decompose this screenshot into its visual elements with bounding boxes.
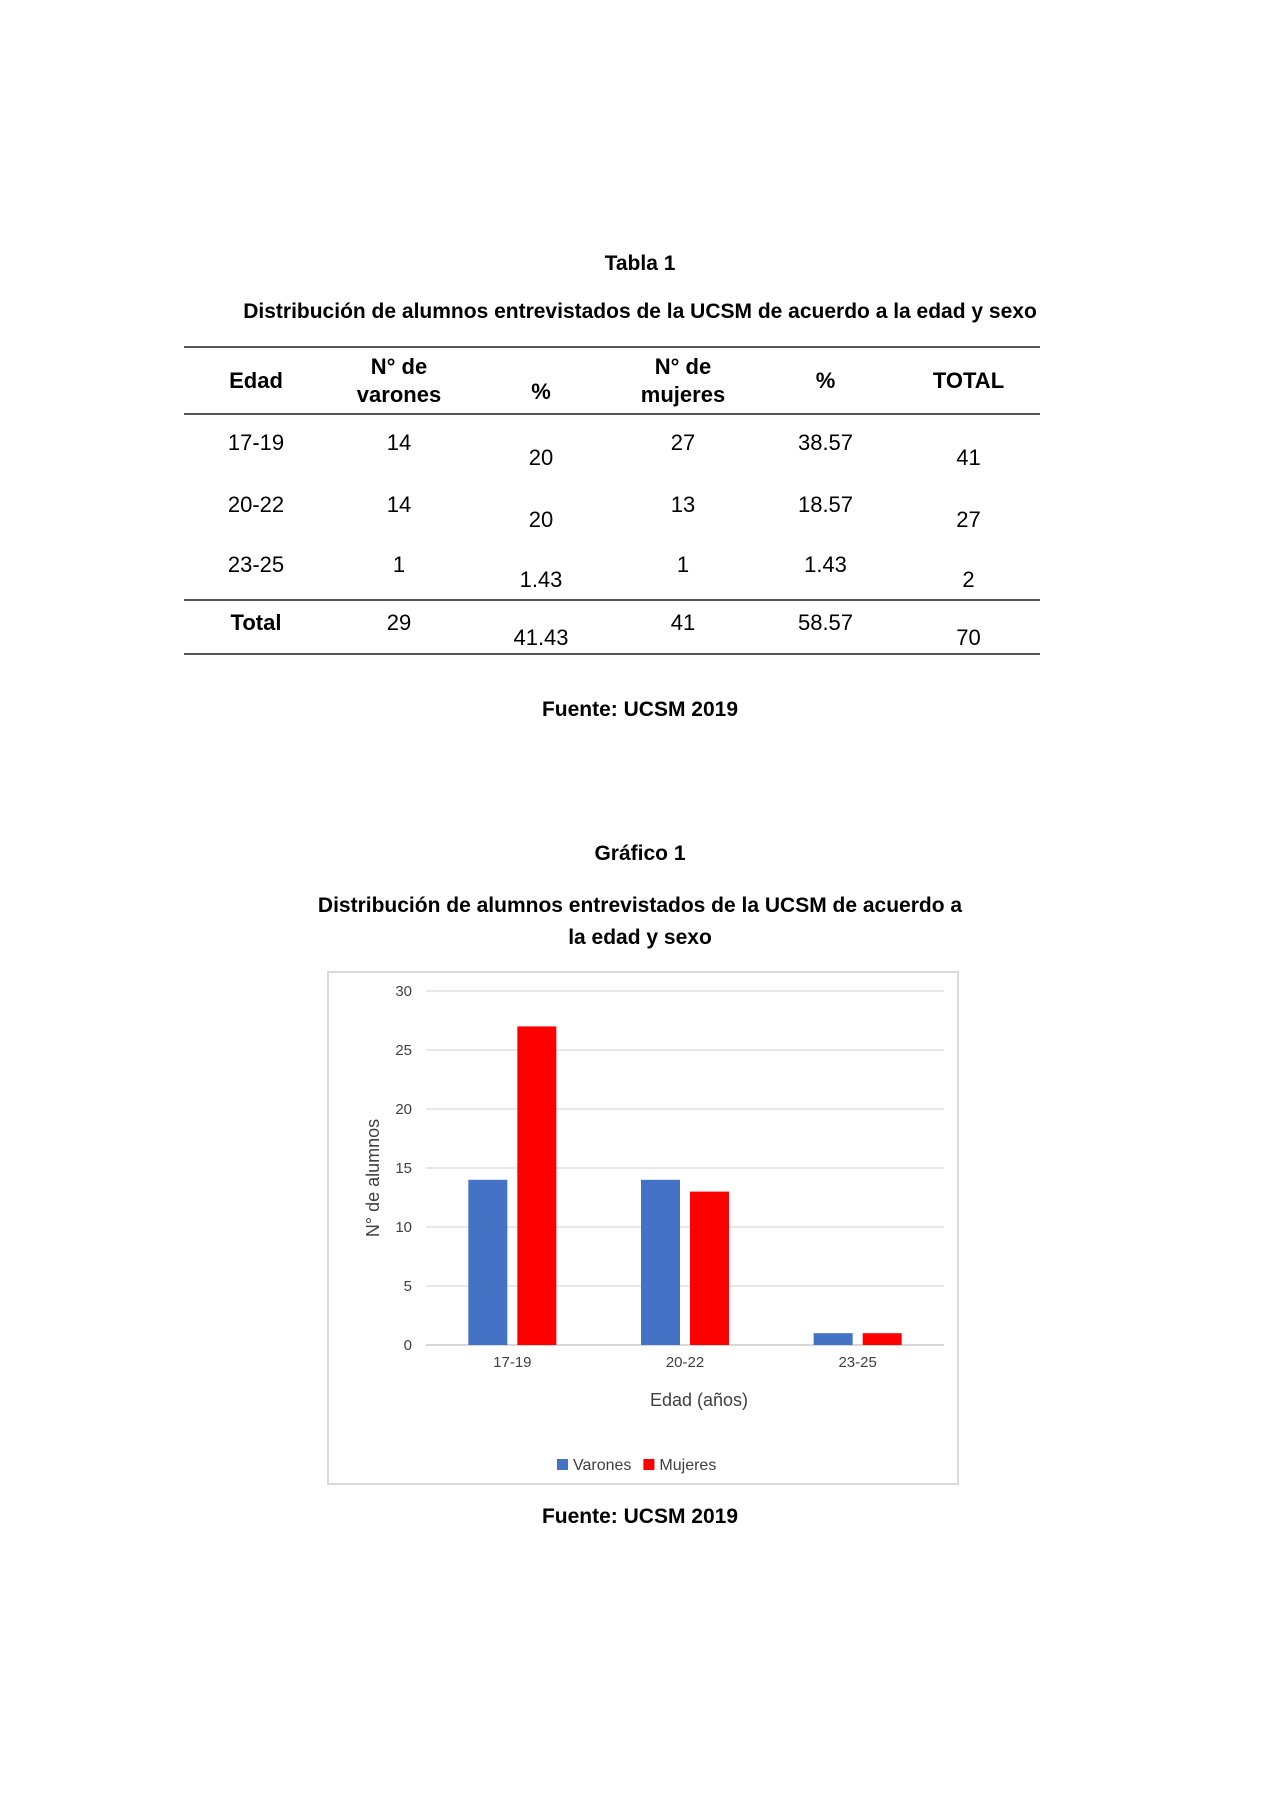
x-axis-title: Edad (años) [649, 1390, 749, 1410]
cell-edad: 20-22 [227, 492, 285, 517]
chart-source: Fuente: UCSM 2019 [541, 1505, 739, 1528]
cell-pct-varones: 41.43 [470, 600, 612, 654]
header-varones: N° de varones [328, 347, 470, 414]
cell-total: 41 [956, 445, 981, 470]
bar-varones-17-19 [468, 1180, 507, 1345]
cell-total: 70 [897, 600, 1040, 654]
table-header-row [184, 347, 1040, 414]
cell-pct-mujeres: 58.57 [754, 600, 897, 654]
bar-varones-23-25 [814, 1333, 853, 1345]
cell-mujeres: 13 [670, 492, 696, 517]
table-label: Tabla 1 [604, 252, 676, 275]
bar-chart [327, 971, 959, 1485]
cell-pct-varones: 1.43 [519, 567, 563, 592]
legend-label-varones: Varones [573, 1457, 632, 1474]
cell-total: 2 [962, 567, 975, 592]
legend-swatch-mujeres [643, 1459, 654, 1470]
header-pct-mujeres: % [754, 347, 897, 414]
x-tick-label: 23-25 [838, 1354, 877, 1371]
x-tick-label: 20-22 [665, 1354, 705, 1371]
cell-varones: 29 [328, 600, 470, 654]
header-mujeres: N° de mujeres [612, 347, 754, 414]
cell-pct-mujeres: 38.57 [797, 430, 854, 455]
y-tick-label: 0 [403, 1337, 412, 1354]
legend-label-mujeres: Mujeres [659, 1457, 717, 1474]
table-row [184, 539, 1040, 600]
y-tick-label: 25 [395, 1042, 412, 1059]
bar-varones-20-22 [641, 1180, 680, 1345]
cell-varones: 14 [386, 492, 412, 517]
chart-title-line2: la edad y sexo [568, 926, 712, 949]
bar-mujeres-23-25 [863, 1333, 902, 1345]
y-axis-title: N° de alumnos [363, 1118, 383, 1238]
table-total-row [184, 600, 1040, 654]
chart-title [300, 890, 980, 954]
bar-mujeres-20-22 [690, 1192, 729, 1345]
legend-swatch-varones [557, 1459, 568, 1470]
cell-edad: 23-25 [227, 552, 285, 577]
cell-total: 27 [956, 507, 981, 532]
y-tick-label: 30 [395, 983, 412, 1000]
y-tick-label: 20 [395, 1101, 412, 1118]
y-tick-label: 15 [395, 1160, 412, 1177]
table-row [184, 479, 1040, 539]
header-edad: Edad [184, 347, 328, 414]
bar-chart-svg [329, 973, 957, 1483]
y-tick-label: 5 [403, 1278, 412, 1295]
table-row [184, 414, 1040, 479]
distribution-table [184, 346, 1040, 655]
table-source: Fuente: UCSM 2019 [541, 698, 739, 721]
table-title: Distribución de alumnos entrevistados de la UCSM de acuerdo a la edad y sexo [243, 300, 1037, 323]
cell-edad: Total [184, 600, 328, 654]
cell-mujeres: 41 [612, 600, 754, 654]
chart-title-line1: Distribución de alumnos entrevistados de la UCSM de acuerdo a [317, 894, 963, 917]
cell-pct-mujeres: 18.57 [797, 492, 854, 517]
cell-mujeres: 27 [670, 430, 696, 455]
cell-varones: 1 [392, 552, 406, 577]
cell-pct-varones: 20 [528, 507, 554, 532]
y-tick-label: 10 [395, 1219, 412, 1236]
cell-mujeres: 1 [676, 552, 690, 577]
x-tick-label: 17-19 [493, 1354, 532, 1371]
header-total: TOTAL [897, 347, 1040, 414]
bar-mujeres-17-19 [517, 1026, 556, 1345]
cell-varones: 14 [386, 430, 412, 455]
cell-pct-mujeres: 1.43 [804, 552, 847, 577]
cell-edad: 17-19 [227, 430, 285, 455]
cell-pct-varones: 20 [528, 445, 554, 470]
chart-label: Gráfico 1 [594, 842, 686, 865]
header-pct-varones: % [470, 347, 612, 414]
